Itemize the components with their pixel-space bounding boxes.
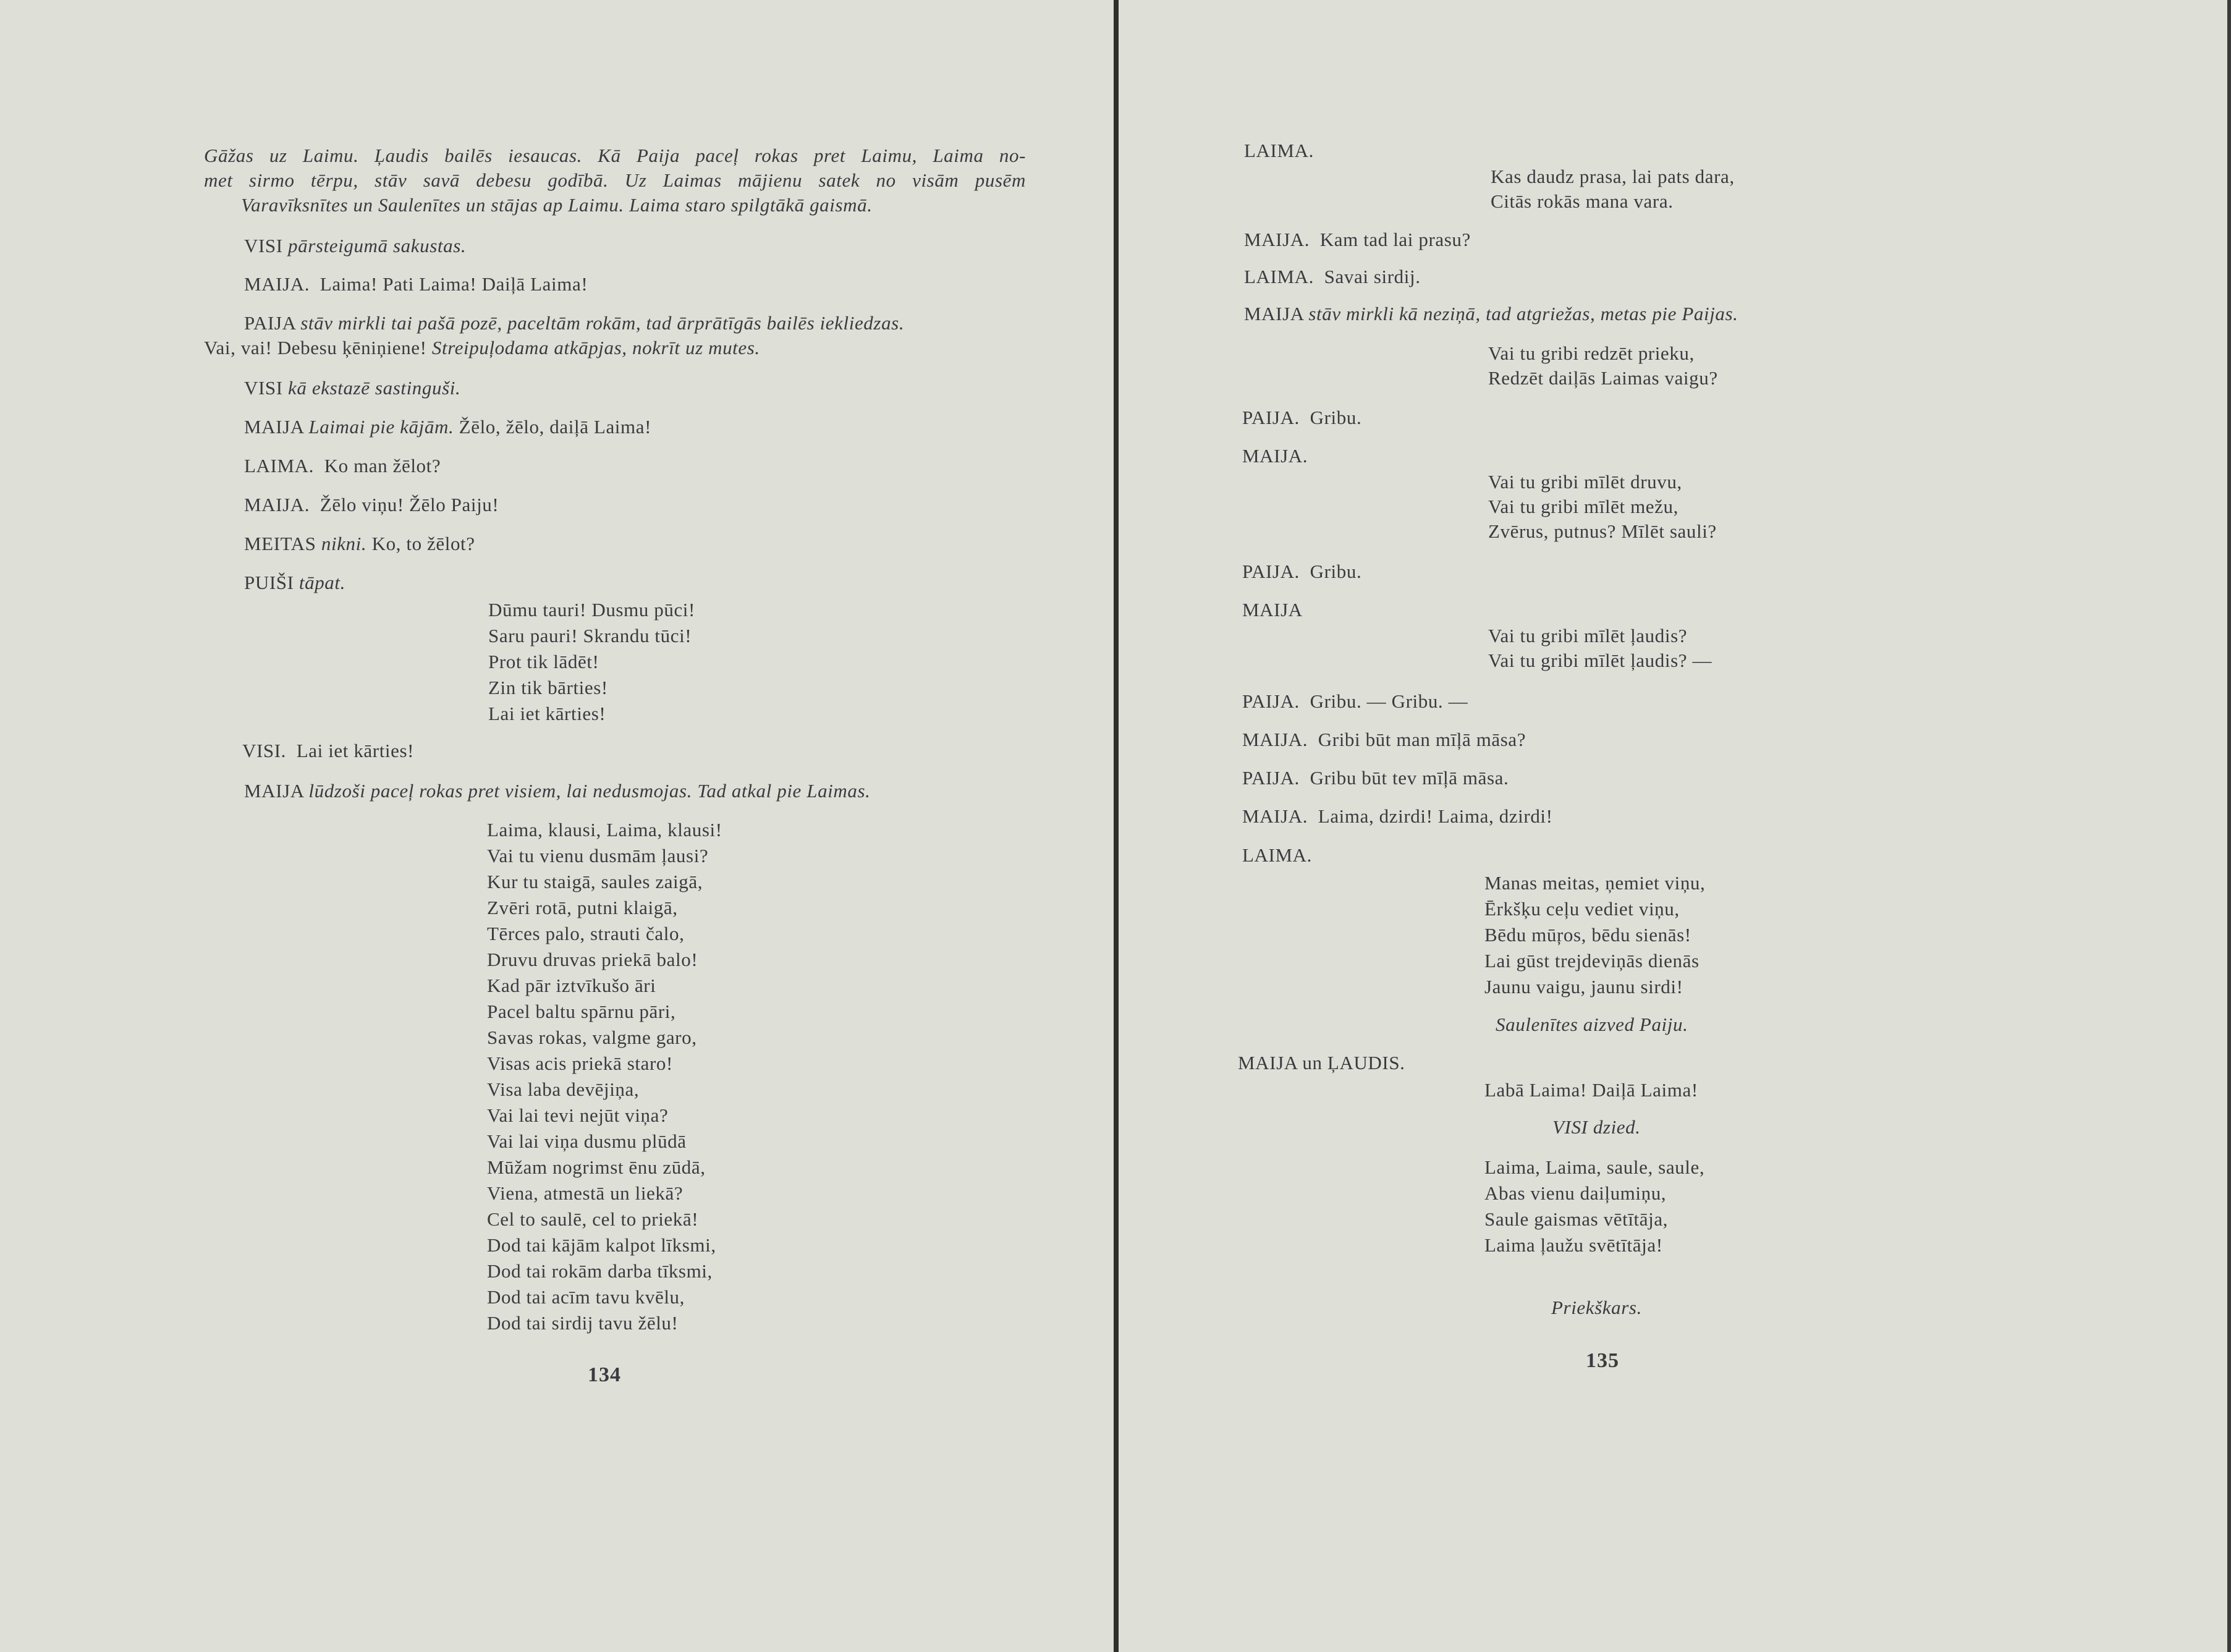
verse-line: Dūmu tauri! Dusmu pūci! bbox=[488, 599, 695, 621]
speech-text: Gribu. bbox=[1310, 407, 1362, 428]
stage-direction: pārsteigumā sakustas. bbox=[288, 235, 467, 256]
stage-direction: stāv mirkli kā neziņā, tad atgriežas, metas pie Paijas. bbox=[1308, 303, 1738, 324]
dialogue-line bbox=[244, 376, 460, 400]
verse-line: Zin tik bārties! bbox=[488, 677, 608, 698]
verse-line: Laima, klausi, Laima, klausi! bbox=[487, 819, 722, 841]
speaker-name: VISI bbox=[244, 377, 283, 399]
speaker-name: MAIJA. bbox=[244, 494, 310, 515]
speech-text: Gribu. bbox=[1310, 561, 1362, 582]
speech-text: Žēlo viņu! Žēlo Paiju! bbox=[320, 494, 499, 515]
speech-text: Gribu būt tev mīļā māsa. bbox=[1310, 767, 1509, 789]
dialogue-line bbox=[1242, 804, 1553, 829]
dialogue-line bbox=[244, 311, 904, 336]
verse-line: Manas meitas, ņemiet viņu, bbox=[1484, 872, 1706, 894]
stage-direction: stāv mirkli tai pašā pozē, paceltām rokām, tad ārprātīgās bailēs iekliedzas. bbox=[300, 312, 905, 334]
speech-text: Ko man žēlot? bbox=[324, 455, 441, 477]
dialogue-line bbox=[204, 336, 760, 360]
verse-line: Pacel baltu spārnu pāri, bbox=[487, 1001, 676, 1022]
speaker-name: PAIJA. bbox=[1242, 767, 1300, 789]
stage-direction-line: met sirmo tērpu, stāv savā debesu godībā. Uz Laimas mājienu satek no visām pusēm bbox=[204, 169, 1026, 191]
verse-line: Abas vienu daiļumiņu, bbox=[1484, 1182, 1667, 1204]
speaker-name: PAIJA bbox=[244, 312, 295, 334]
verse-line: Prot tik lādēt! bbox=[488, 651, 599, 672]
dialogue-line bbox=[1242, 727, 1526, 752]
verse-line: Druvu druvas priekā balo! bbox=[487, 949, 698, 970]
speaker-name: MAIJA bbox=[244, 416, 304, 438]
verse-line: Saru pauri! Skrandu tūci! bbox=[488, 625, 692, 646]
verse-line: Mūžam nogrimst ēnu zūdā, bbox=[487, 1156, 706, 1178]
dialogue-line bbox=[1242, 559, 1361, 584]
verse-line: Vai tu gribi mīlēt ļaudis? — bbox=[1488, 650, 1712, 671]
verse-line: Zvēri rotā, putni klaigā, bbox=[487, 897, 678, 918]
dialogue-line bbox=[1242, 405, 1361, 430]
verse-line: Labā Laima! Daiļā Laima! bbox=[1484, 1079, 1698, 1101]
dialogue-line bbox=[244, 779, 871, 803]
stage-direction-line: Gāžas uz Laimu. Ļaudis bailēs iesaucas. Kā Paija paceļ rokas pret Laimu, Laima no- bbox=[204, 145, 1026, 166]
speaker-name: MAIJA. bbox=[1242, 805, 1308, 827]
verse-line: Kad pār iztvīkušo āri bbox=[487, 975, 656, 996]
verse-line: Lai iet kārties! bbox=[488, 703, 606, 724]
dialogue-line bbox=[1244, 227, 1471, 252]
speaker-name: MAIJA. bbox=[1244, 229, 1310, 250]
verse-line: Vai tu gribi redzēt prieku, bbox=[1488, 342, 1695, 364]
verse-line: Savas rokas, valgme garo, bbox=[487, 1027, 697, 1048]
verse-line: Bēdu mūŗos, bēdu sienās! bbox=[1484, 924, 1691, 946]
speaker-name: MAIJA bbox=[1244, 303, 1304, 324]
verse-line: Saule gaismas vētītāja, bbox=[1484, 1208, 1669, 1230]
speaker-name: MAIJA. bbox=[1242, 445, 1308, 467]
stage-direction: Streipuļodama atkāpjas, nokrīt uz mutes. bbox=[431, 337, 760, 358]
speech-text: Gribu. — Gribu. — bbox=[1310, 690, 1468, 712]
speaker-name: LAIMA. bbox=[1244, 140, 1314, 161]
verse-line: Ērkšķu ceļu vediet viņu, bbox=[1484, 898, 1680, 920]
verse-line: Citās rokās mana vara. bbox=[1491, 190, 1674, 212]
dialogue-line bbox=[1244, 302, 1738, 326]
verse-line: Cel to saulē, cel to priekā! bbox=[487, 1208, 699, 1230]
speaker-name: PUIŠI bbox=[244, 572, 294, 593]
verse-line: Redzēt daiļās Laimas vaigu? bbox=[1488, 367, 1718, 389]
dialogue-line bbox=[244, 493, 499, 517]
verse-line: Zvērus, putnus? Mīlēt sauli? bbox=[1488, 520, 1717, 542]
speaker-name: PAIJA. bbox=[1242, 407, 1300, 428]
speech-text: Laima, dzirdi! Laima, dzirdi! bbox=[1318, 805, 1553, 827]
speaker-name: MEITAS bbox=[244, 533, 316, 554]
verse-line: Kur tu staigā, saules zaigā, bbox=[487, 871, 703, 892]
stage-direction: Laimai pie kājām. bbox=[308, 416, 454, 438]
speech-text: Kam tad lai prasu? bbox=[1319, 229, 1471, 250]
speaker-name: MAIJA bbox=[244, 780, 304, 802]
speaker-name: PAIJA. bbox=[1242, 561, 1300, 582]
verse-line: Jaunu vaigu, jaunu sirdi! bbox=[1484, 976, 1683, 998]
dialogue-line bbox=[244, 272, 588, 297]
speaker-name: MAIJA un ĻAUDIS. bbox=[1238, 1052, 1405, 1074]
stage-direction-line: Varavīksnītes un Saulenītes un stājas ap Laimu. Laima staro spilgtākā gaismā. bbox=[241, 194, 873, 216]
page-edge bbox=[2227, 0, 2231, 1652]
speech-text: Žēlo, žēlo, daiļā Laima! bbox=[459, 416, 652, 438]
verse-line: Visas acis priekā staro! bbox=[487, 1053, 673, 1074]
verse-line: Dod tai kājām kalpot līksmi, bbox=[487, 1234, 716, 1256]
stage-direction: Saulenītes aizved Paiju. bbox=[1496, 1014, 1688, 1035]
verse-line: Kas daudz prasa, lai pats dara, bbox=[1491, 166, 1735, 187]
verse-line: Laima, Laima, saule, saule, bbox=[1484, 1156, 1705, 1178]
speech-text: Vai, vai! Debesu ķēniņiene! bbox=[204, 337, 427, 358]
stage-direction: nikni. bbox=[321, 533, 367, 554]
dialogue-line bbox=[1244, 265, 1421, 289]
left-page bbox=[0, 0, 1114, 1652]
stage-direction-curtain: Priekškars. bbox=[1551, 1297, 1642, 1318]
verse-line: Vai lai tevi nejūt viņa? bbox=[487, 1104, 669, 1126]
speaker-name: PAIJA. bbox=[1242, 690, 1300, 712]
verse-line: Viena, atmestā un liekā? bbox=[487, 1182, 684, 1204]
verse-line: Vai tu gribi mīlēt mežu, bbox=[1488, 496, 1679, 517]
verse-line: Laima ļaužu svētītāja! bbox=[1484, 1234, 1663, 1256]
speaker-name: MAIJA. bbox=[1242, 729, 1308, 750]
stage-direction: VISI dzied. bbox=[1552, 1116, 1641, 1138]
dialogue-line bbox=[242, 739, 414, 763]
speaker-name: LAIMA. bbox=[244, 455, 314, 477]
stage-direction: lūdzoši paceļ rokas pret visiem, lai nedusmojas. Tad atkal pie Laimas. bbox=[308, 780, 871, 802]
verse-line: Dod tai acīm tavu kvēlu, bbox=[487, 1286, 685, 1308]
verse-line: Vai tu vienu dusmām ļausi? bbox=[487, 845, 709, 866]
speech-text: Ko, to žēlot? bbox=[371, 533, 475, 554]
speech-text: Gribi būt man mīļā māsa? bbox=[1318, 729, 1526, 750]
dialogue-line bbox=[244, 570, 345, 595]
speech-text: Laima! Pati Laima! Daiļā Laima! bbox=[320, 273, 588, 295]
dialogue-line bbox=[244, 415, 651, 439]
stage-direction: tāpat. bbox=[298, 572, 345, 593]
dialogue-line bbox=[244, 234, 466, 258]
speaker-name: MAIJA bbox=[1242, 599, 1303, 621]
speaker-name: VISI. bbox=[242, 740, 287, 761]
speaker-name: LAIMA. bbox=[1242, 844, 1312, 866]
right-page bbox=[1119, 0, 2231, 1652]
verse-line: Dod tai sirdij tavu žēlu! bbox=[487, 1312, 679, 1334]
book-gutter bbox=[1114, 0, 1119, 1652]
verse-line: Vai tu gribi mīlēt druvu, bbox=[1488, 471, 1682, 493]
speaker-name: MAIJA. bbox=[244, 273, 310, 295]
verse-line: Tērces palo, strauti čalo, bbox=[487, 923, 685, 944]
verse-line: Dod tai rokām darba tīksmi, bbox=[487, 1260, 713, 1282]
page-number: 134 bbox=[588, 1363, 621, 1386]
speech-text: Savai sirdij. bbox=[1324, 266, 1421, 287]
speaker-name: LAIMA. bbox=[1244, 266, 1314, 287]
verse-line: Visa laba devējiņa, bbox=[487, 1078, 640, 1100]
dialogue-line bbox=[244, 532, 475, 556]
dialogue-line bbox=[1242, 766, 1509, 790]
dialogue-line bbox=[1242, 689, 1468, 714]
stage-direction: kā ekstazē sastinguši. bbox=[288, 377, 461, 399]
verse-line: Vai lai viņa dusmu plūdā bbox=[487, 1130, 687, 1152]
verse-line: Lai gūst trejdeviņās dienās bbox=[1484, 950, 1700, 972]
verse-line: Vai tu gribi mīlēt ļaudis? bbox=[1488, 625, 1688, 646]
page-number: 135 bbox=[1586, 1349, 1619, 1372]
speech-text: Lai iet kārties! bbox=[296, 740, 415, 761]
speaker-name: VISI bbox=[244, 235, 283, 256]
dialogue-line bbox=[244, 454, 441, 478]
